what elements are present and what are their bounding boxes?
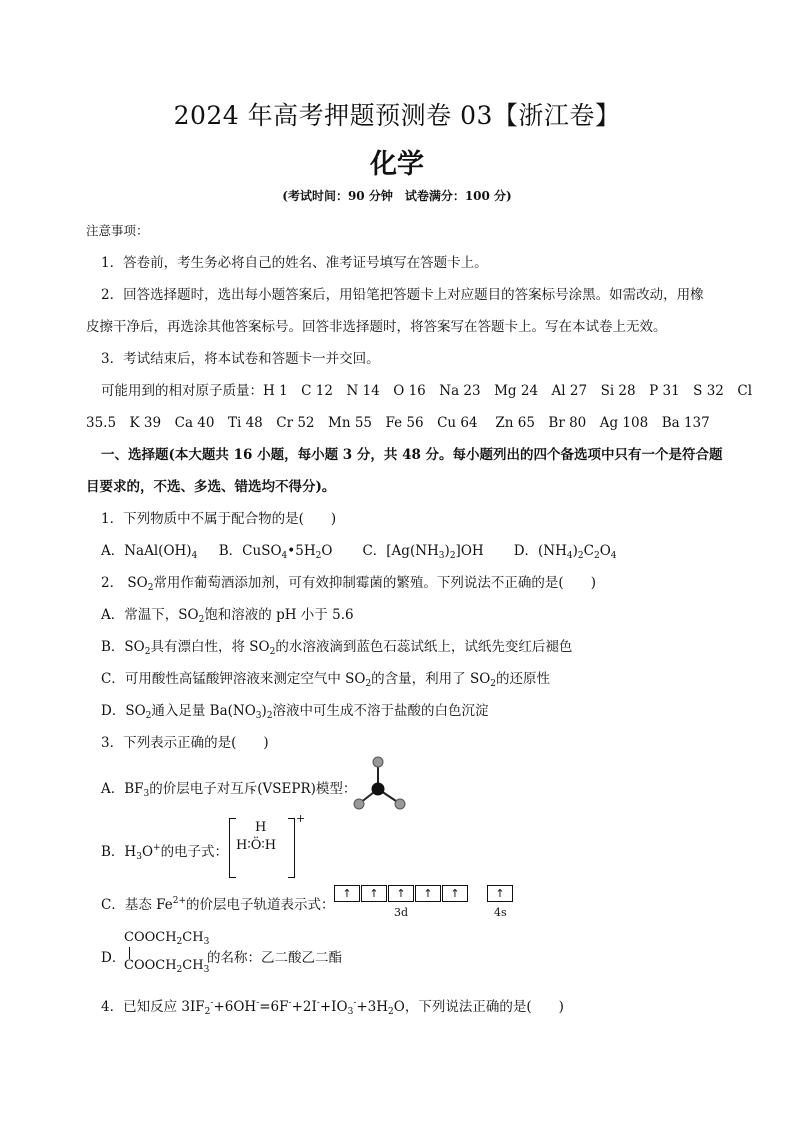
lewis-bracket-right xyxy=(288,818,295,878)
orbital-3d-box: ↑ xyxy=(388,885,414,902)
q2-stem: 2． $SO_2$常用作葡萄酒添加剂，可有效抑制霉菌的繁殖。下列说法不正确的是( ) xyxy=(101,575,596,593)
h3o-lewis-structure: H∶Ö∶H xyxy=(236,838,277,853)
note-3: 3．考试结束后，将本试卷和答题卡一并交回。 xyxy=(101,351,380,367)
boron-atom xyxy=(372,783,385,796)
q3-option-d-prefix: D． xyxy=(101,950,126,966)
q3-option-a: A．$BF_3$的价层电子对互斥(VSEPR)模型： xyxy=(101,781,357,799)
q2-option-c: C．可用酸性高锰酸钾溶液来测定空气中 $SO_2$的含量，利用了 $SO_2$的还原性 xyxy=(101,671,551,689)
fluorine-atom xyxy=(395,799,405,809)
section-heading-line-1: 一、选择题(本大题共 16 小题，每小题 3 分，共 48 分。每小题列出的四个备选项中只有一个是符合题 xyxy=(101,447,723,463)
orbital-3d-box: ↑ xyxy=(415,885,441,902)
diester-structure-bottom: $COOCH_2CH_3$ xyxy=(124,958,210,975)
atomic-mass-line-1: 可能用到的相对原子质量：H 1 C 12 N 14 O 16 Na 23 Mg 24 Al 27 Si 28 P 31 S 32 Cl xyxy=(101,383,753,399)
section-heading-line-2: 目要求的，不选、多选、错选均不得分)。 xyxy=(86,479,336,495)
lewis-bracket-left xyxy=(229,818,236,878)
exam-title: 2024 年高考押题预测卷 03【浙江卷】 xyxy=(173,101,621,130)
q2-option-a: A．常温下，$SO_2$饱和溶液的 pH 小于 5.6 xyxy=(101,607,354,625)
q4-stem: 4．已知反应 $3IF_2^-+6OH^-=6F^-+2I^-+IO_3^-+3H_2O$，下列说法正确的是( ) xyxy=(101,998,564,1017)
note-1: 1．答卷前，考生务必将自己的姓名、准考证号填写在答题卡上。 xyxy=(101,255,488,271)
fluorine-atom xyxy=(354,799,364,809)
q2-option-b: B．$SO_2$具有漂白性，将 $SO_2$的水溶液滴到蓝色石蕊试纸上，试纸先变红后褪色 xyxy=(101,639,573,657)
orbital-3d-label: 3d xyxy=(394,906,409,919)
q3-option-d-text: 的名称：乙二酸乙二酯 xyxy=(207,950,342,966)
q1-option-d: D．$(NH_4)_2C_2O_4$ xyxy=(513,543,617,561)
orbital-3d-box: ↑ xyxy=(334,885,360,902)
q1-stem: 1．下列物质中不属于配合物的是( ) xyxy=(101,511,337,527)
exam-time-note: (考试时间：90 分钟 试卷满分：100 分) xyxy=(282,189,512,203)
diester-structure-top: $COOCH_2CH_3$ xyxy=(124,930,210,947)
q3-stem: 3．下列表示正确的是( ) xyxy=(101,735,269,751)
note-2-line-1: 2．回答选择题时，选出每小题答案后，用铅笔把答题卡上对应题目的答案标号涂黑。如需改动，用橡 xyxy=(101,287,704,303)
orbital-3d-box: ↑ xyxy=(442,885,468,902)
bf3-vsepr-model-figure xyxy=(352,754,408,810)
q2-option-d: D．$SO_2$通入足量 $Ba(NO_3)_2$溶液中可生成不溶于盐酸的白色沉淀 xyxy=(101,703,489,721)
q1-options xyxy=(101,539,617,559)
q3-option-c: C．基态 $Fe^{2+}$的价层电子轨道表示式： xyxy=(101,896,335,913)
notes-heading: 注意事项： xyxy=(86,223,149,238)
q1-option-a: A．$NaAl(OH)_4$ xyxy=(101,543,198,561)
fluorine-atom xyxy=(373,757,383,767)
orbital-4s-box: ↑ xyxy=(487,885,513,902)
lewis-top-hydrogen: H xyxy=(255,820,267,835)
q1-option-c: C．$[Ag(NH_3)_2]OH$ xyxy=(362,543,484,561)
orbital-3d-box: ↑ xyxy=(361,885,387,902)
orbital-4s-label: 4s xyxy=(494,906,507,919)
lewis-charge: + xyxy=(296,812,306,825)
q3-option-b: B．$H_3O^+$的电子式： xyxy=(101,843,229,862)
note-2-line-2: 皮擦干净后，再选涂其他答案标号。回答非选择题时，将答案写在答题卡上。写在本试卷上无效。 xyxy=(86,319,667,335)
q1-option-b: B．$CuSO_4•5H_2O$ xyxy=(218,543,333,561)
atomic-mass-line-2: 35.5 K 39 Ca 40 Ti 48 Cr 52 Mn 55 Fe 56 Cu 64 Zn 65 Br 80 Ag 108 Ba 137 xyxy=(86,415,710,431)
subject-title: 化学 xyxy=(370,149,424,180)
